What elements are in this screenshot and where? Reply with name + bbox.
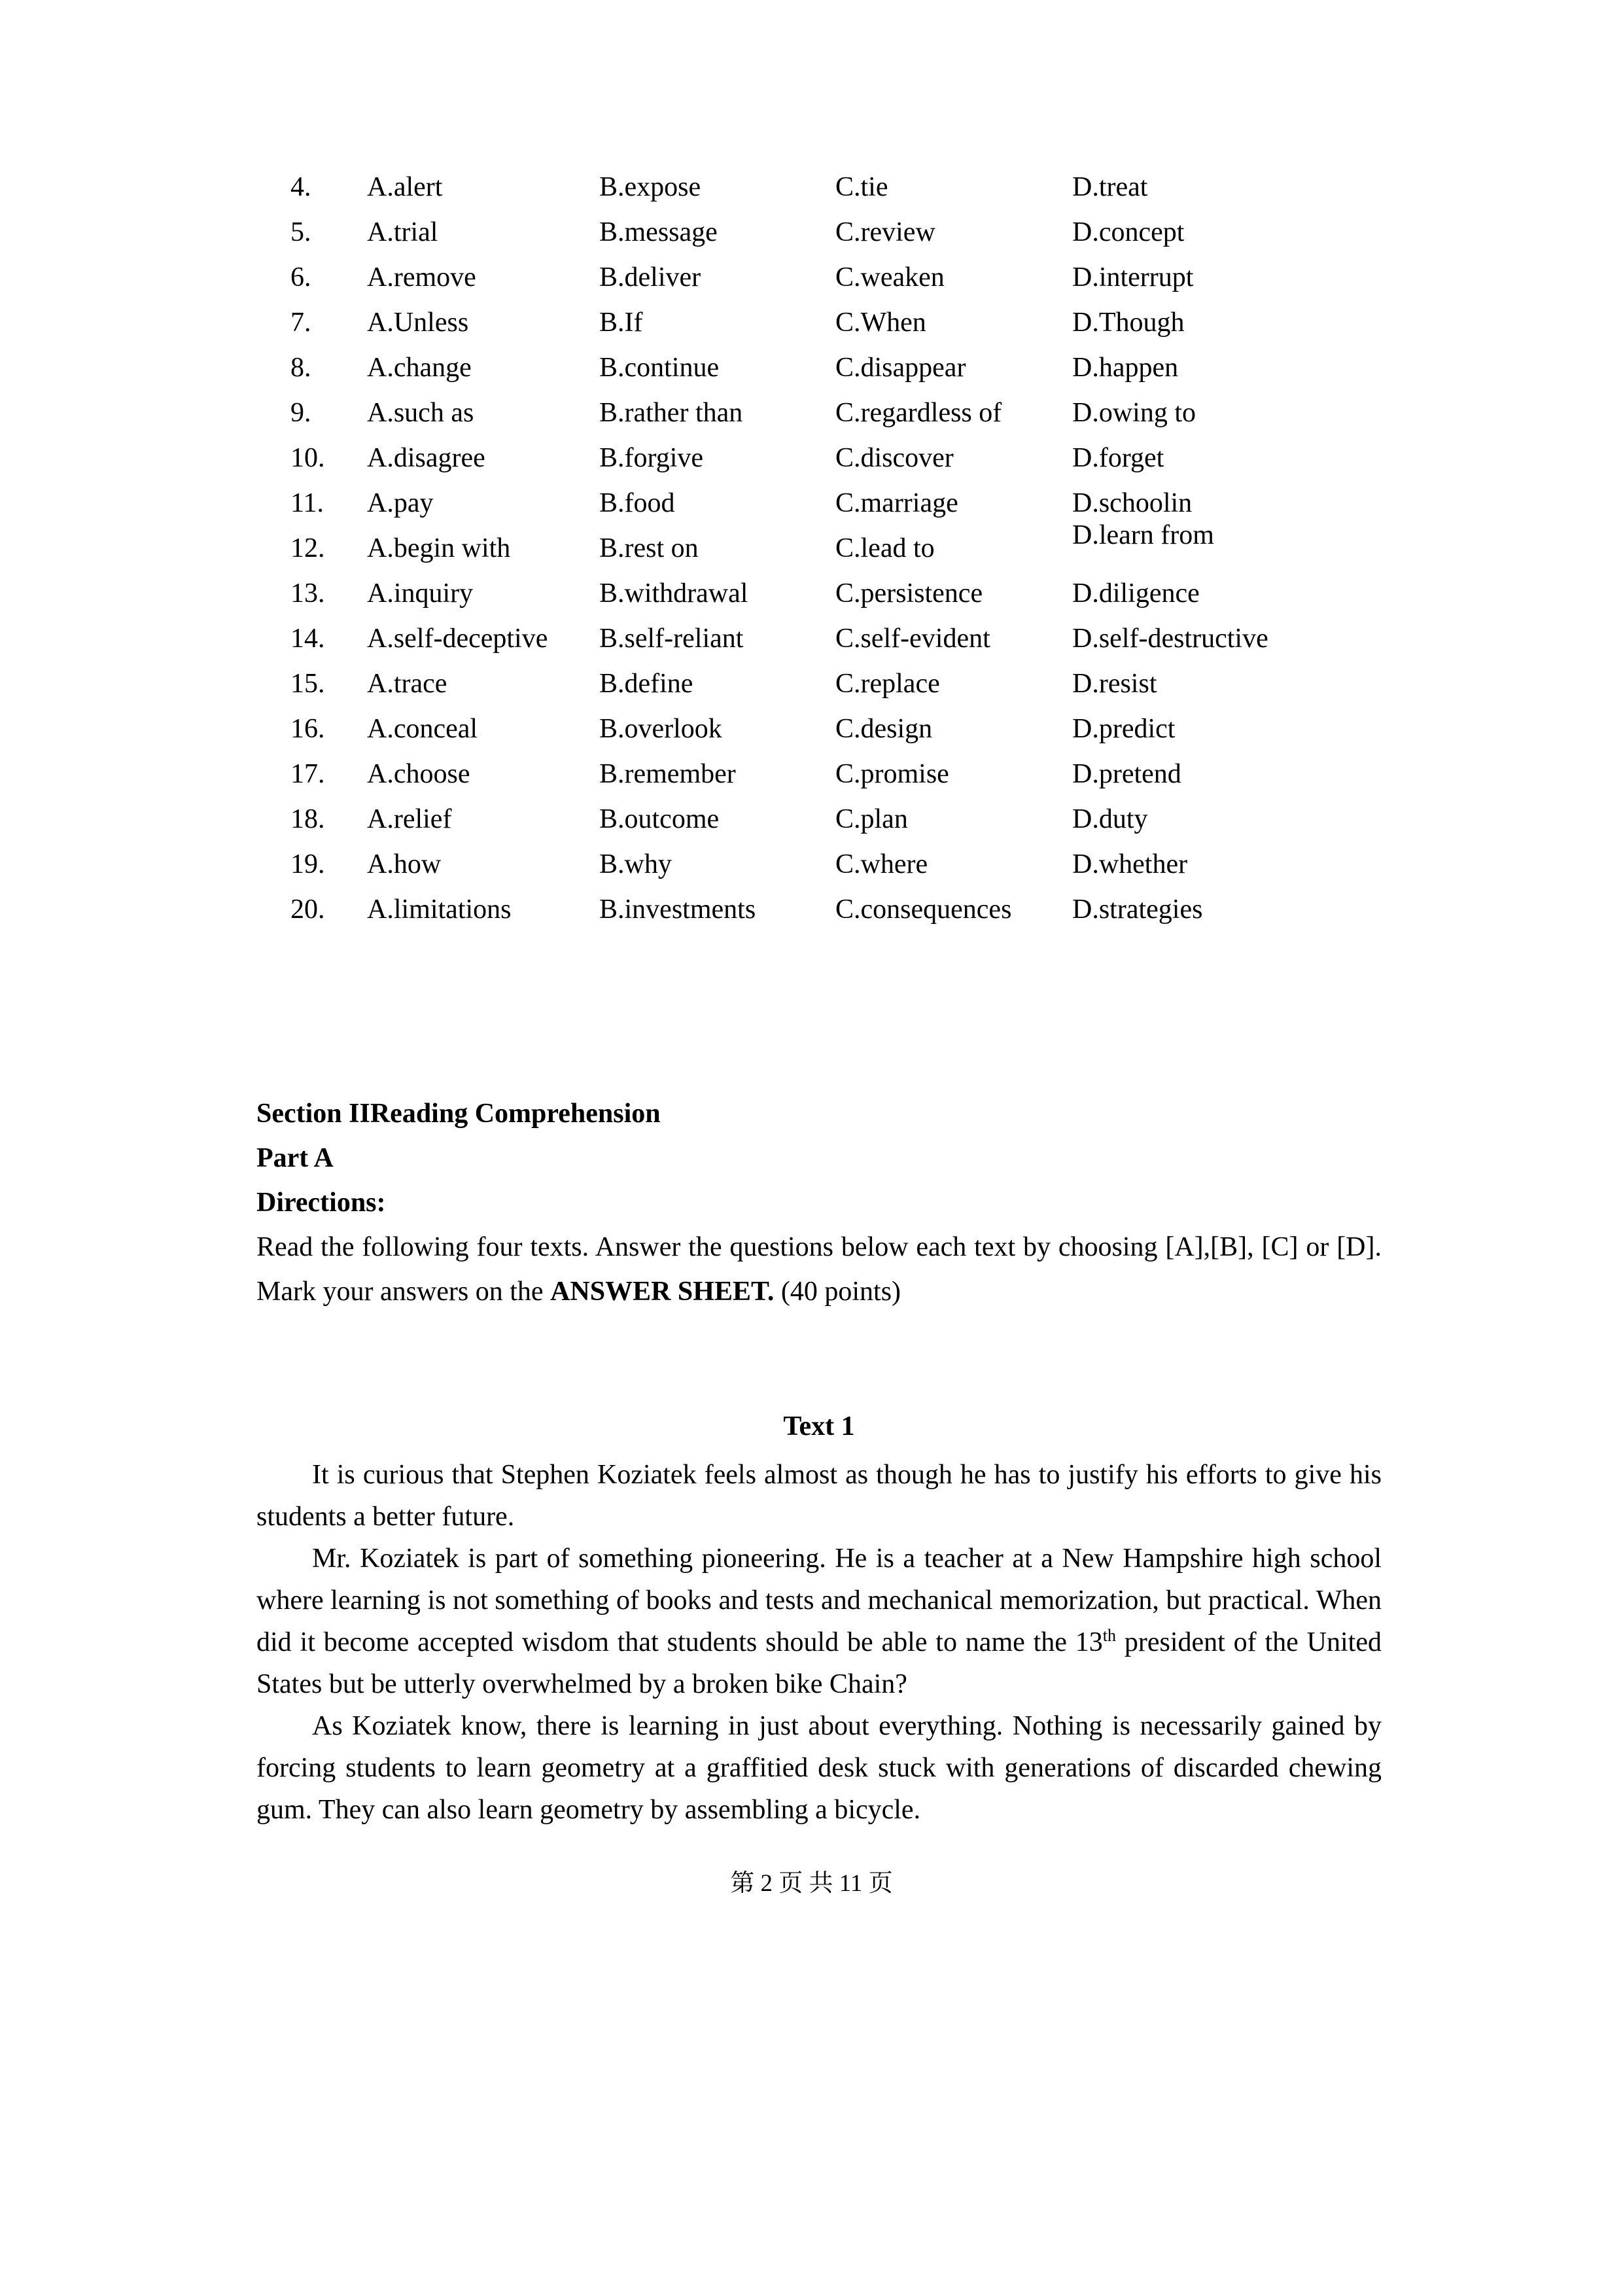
- option-row: [290, 616, 1268, 662]
- option-a: A.inquiry: [367, 578, 474, 609]
- option-c: C.disappear: [835, 353, 966, 383]
- option-d: D.treat: [1072, 172, 1148, 202]
- option-d: D.strategies: [1072, 894, 1203, 925]
- option-row: [290, 210, 1268, 255]
- option-row: [290, 752, 1268, 797]
- option-row: [290, 707, 1268, 752]
- option-a: A.relief: [367, 804, 452, 834]
- question-number: 20.: [290, 894, 325, 925]
- option-d: D.whether: [1072, 849, 1188, 879]
- question-number: 12.: [290, 533, 325, 563]
- page-footer: 第 2 页 共 11 页: [730, 1870, 893, 1897]
- option-d: D.interrupt: [1072, 262, 1194, 292]
- section-block: [256, 1091, 1382, 1314]
- option-c: C.review: [835, 217, 935, 247]
- question-number: 5.: [290, 217, 311, 247]
- option-a: A.alert: [367, 172, 443, 202]
- option-d: D.duty: [1072, 804, 1148, 834]
- option-c: C.replace: [835, 669, 940, 699]
- question-number: 8.: [290, 353, 311, 383]
- option-d: D.Though: [1072, 308, 1185, 338]
- option-a: A.how: [367, 849, 442, 879]
- option-c: C.weaken: [835, 262, 945, 292]
- option-a: A.such as: [367, 398, 474, 428]
- option-a: A.begin with: [367, 533, 511, 563]
- option-c: C.marriage: [835, 488, 958, 518]
- option-b: B.rest on: [599, 533, 699, 563]
- option-a: A.conceal: [367, 714, 478, 744]
- option-row: [290, 436, 1268, 481]
- option-row: [290, 391, 1268, 436]
- directions-text-1: Read the following four texts. Answer the questions below each text by choosing [A],[B], [C] or [D]. Mark your answers on the: [256, 1232, 1382, 1307]
- question-number: 13.: [290, 578, 325, 609]
- option-c: C.tie: [835, 172, 888, 202]
- option-d: D.predict: [1072, 714, 1176, 744]
- option-c: C.persistence: [835, 578, 983, 609]
- question-number: 6.: [290, 262, 311, 292]
- option-b: B.self-reliant: [599, 624, 744, 654]
- option-b: B.forgive: [599, 443, 704, 473]
- option-d: D.pretend: [1072, 759, 1181, 789]
- option-c: C.plan: [835, 804, 908, 834]
- option-d: D.self-destructive: [1072, 624, 1268, 654]
- option-c: C.design: [835, 714, 933, 744]
- section-heading: Section IIReading Comprehension: [256, 1099, 661, 1129]
- question-number: 11.: [290, 488, 324, 518]
- option-row: [290, 887, 1268, 932]
- option-b: B.outcome: [599, 804, 720, 834]
- question-number: 4.: [290, 172, 311, 202]
- option-c: C.where: [835, 849, 928, 879]
- option-d: D.owing to: [1072, 398, 1196, 428]
- question-number: 7.: [290, 308, 311, 338]
- text1-paragraph-3: As Koziatek know, there is learning in just about everything. Nothing is necessarily gained by forcing students to learn geometry at a graffitied desk stuck with generations of discarded chewing gum. They can also learn geometry by assembling a bicycle.: [256, 1711, 1382, 1825]
- directions-paragraph: [256, 1225, 1382, 1314]
- option-d: D.resist: [1072, 669, 1157, 699]
- option-b: B.expose: [599, 172, 701, 202]
- option-c: C.consequences: [835, 894, 1012, 925]
- part-heading: Part A: [256, 1143, 334, 1173]
- option-a: A.Unless: [367, 308, 469, 338]
- option-row: [290, 165, 1268, 210]
- text1-paragraph-2-after: president of the United States but be utterly overwhelmed by a broken bike Chain?: [256, 1627, 1382, 1699]
- options-table: [290, 165, 1268, 932]
- text1-title: Text 1: [783, 1411, 855, 1441]
- option-b: B.food: [599, 488, 675, 518]
- option-c: C.self-evident: [835, 624, 990, 654]
- option-b: B.overlook: [599, 714, 722, 744]
- option-d: D.schoolin: [1072, 488, 1193, 518]
- option-row: [290, 300, 1268, 345]
- text1-body: [256, 1454, 1382, 1831]
- question-number: 9.: [290, 398, 311, 428]
- question-number: 17.: [290, 759, 325, 789]
- option-a: A.choose: [367, 759, 470, 789]
- directions-text-2: (40 points): [774, 1277, 901, 1307]
- option-b: B.message: [599, 217, 718, 247]
- option-d: D.learn from: [1072, 520, 1214, 550]
- option-b: B.continue: [599, 353, 720, 383]
- option-a: A.pay: [367, 488, 434, 518]
- question-number: 19.: [290, 849, 325, 879]
- option-a: A.self-deceptive: [367, 624, 548, 654]
- option-row: [290, 662, 1268, 707]
- option-row: [290, 255, 1268, 300]
- option-d: D.happen: [1072, 353, 1179, 383]
- option-b: B.If: [599, 308, 643, 338]
- option-b: B.withdrawal: [599, 578, 748, 609]
- superscript-th: th: [1102, 1626, 1117, 1645]
- option-b: B.remember: [599, 759, 736, 789]
- option-d: D.diligence: [1072, 578, 1200, 609]
- option-b: B.define: [599, 669, 693, 699]
- option-c: C.discover: [835, 443, 954, 473]
- option-row: [290, 571, 1268, 616]
- text1-paragraph-2: [256, 1538, 1382, 1705]
- option-a: A.trial: [367, 217, 438, 247]
- question-number: 14.: [290, 624, 325, 654]
- option-b: B.investments: [599, 894, 756, 925]
- option-row: [290, 842, 1268, 887]
- option-d: D.forget: [1072, 443, 1164, 473]
- option-a: A.change: [367, 353, 472, 383]
- option-row: [290, 797, 1268, 842]
- answer-sheet-bold: ANSWER SHEET.: [550, 1277, 775, 1307]
- option-a: A.limitations: [367, 894, 512, 925]
- option-d: D.concept: [1072, 217, 1185, 247]
- text1-paragraph-2-before: Mr. Koziatek is part of something pioneering. He is a teacher at a New Hampshire high school where learning is not something of books and tests and mechanical memorization, but practical. When did it become accepted wisdom that students should be able to name the 13: [256, 1544, 1382, 1657]
- question-number: 15.: [290, 669, 325, 699]
- question-number: 16.: [290, 714, 325, 744]
- question-number: 10.: [290, 443, 325, 473]
- directions-label: Directions:: [256, 1188, 386, 1218]
- text1-paragraph-1: It is curious that Stephen Koziatek feels almost as though he has to justify his efforts to give his students a better future.: [256, 1460, 1382, 1532]
- option-a: A.trace: [367, 669, 447, 699]
- option-row: [290, 345, 1268, 391]
- option-a: A.disagree: [367, 443, 485, 473]
- option-c: C.promise: [835, 759, 949, 789]
- option-b: B.deliver: [599, 262, 701, 292]
- option-c: C.When: [835, 308, 926, 338]
- option-row: [290, 520, 1268, 571]
- option-b: B.rather than: [599, 398, 743, 428]
- option-a: A.remove: [367, 262, 476, 292]
- option-c: C.regardless of: [835, 398, 1002, 428]
- option-c: C.lead to: [835, 533, 935, 563]
- option-b: B.why: [599, 849, 672, 879]
- question-number: 18.: [290, 804, 325, 834]
